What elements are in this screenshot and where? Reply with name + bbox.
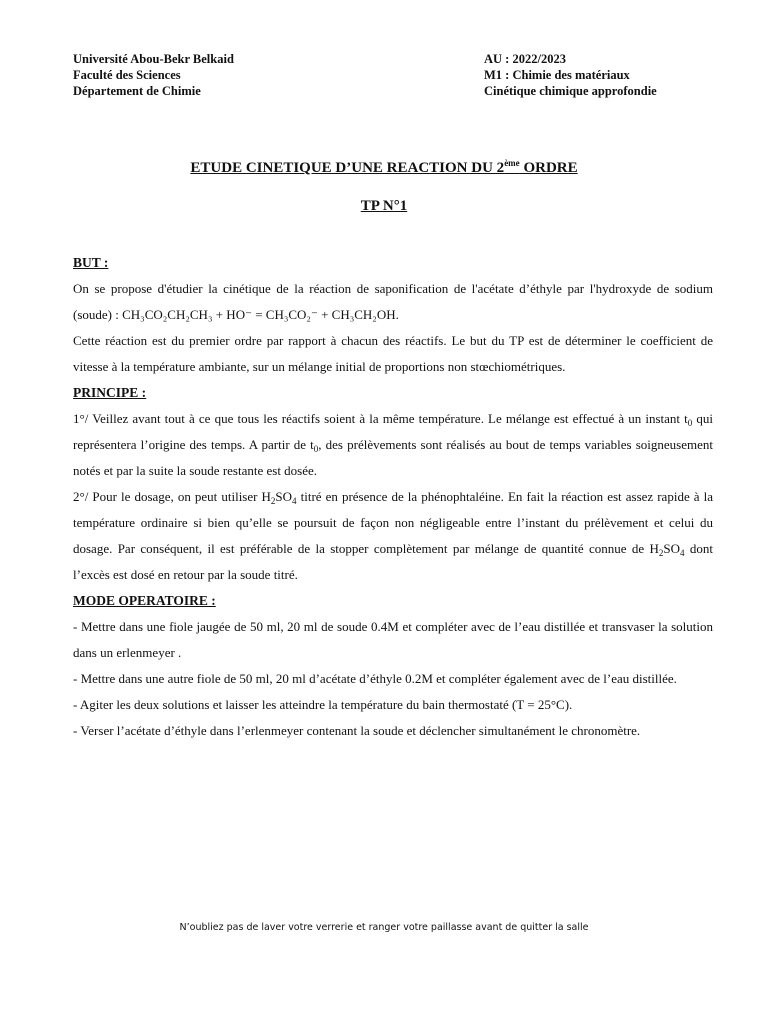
tp-number: TP N°1 <box>360 198 408 214</box>
section-heading-mode-operatoire: MODE OPERATOIRE : <box>73 593 216 608</box>
but-paragraph-1: On se propose d'étudier la cinétique de la réaction de saponification de l'acétate d’éthyle par l'hydroxyde de sodium (soude) : CH₃CO₂CH₂CH₃ + HO⁻ = CH₃CO₂⁻ + CH₃CH₂OH. <box>73 281 713 322</box>
principe-paragraph-1: 1°/ Veillez avant tout à ce que tous les réactifs soient à la même température. Le mélange est effectué à un instant $t_0$ qui représentera l’origine des temps. A partir de $t_0$, des prélèvements sont réalisés au bout de temps variables soigneusement notés et par la suite la soude restante est dosée. <box>73 411 713 478</box>
document-body <box>73 250 713 744</box>
section-heading-but: BUT : <box>73 255 109 270</box>
faculty-name: Faculté des Sciences <box>73 68 181 82</box>
reaction-equation: CH₃CO₂CH₂CH₃ + HO⁻ = CH₃CO₂⁻ + CH₃CH₂OH. <box>122 307 399 322</box>
header-institution <box>73 51 234 99</box>
mode-step: - Agiter les deux solutions et laisser les atteindre la température du bain thermostaté (T = 25°C). <box>73 697 573 712</box>
academic-year: AU : 2022/2023 <box>484 52 566 66</box>
title-superscript: ème <box>504 158 520 168</box>
mode-step: - Mettre dans une fiole jaugée de 50 ml, 20 ml de soude 0.4M et compléter avec de l’eau distillée et transvaser la solution dans un erlenmeyer . <box>73 619 713 660</box>
mode-step: - Mettre dans une autre fiole de 50 ml, 20 ml d’acétate d’éthyle 0.2M et compléter également avec de l’eau distillée. <box>73 671 677 686</box>
header-course <box>484 51 657 99</box>
document-title <box>0 160 768 177</box>
title-text: ETUDE CINETIQUE D’UNE REACTION DU 2 <box>190 160 505 176</box>
mode-step: - Verser l’acétate d’éthyle dans l’erlenmeyer contenant la soude et déclencher simultanément le chronomètre. <box>73 723 641 738</box>
principe-paragraph-2: 2°/ Pour le dosage, on peut utiliser $H_2SO_4$ titré en présence de la phénophtaléine. En fait la réaction est assez rapide à la température ordinaire si bien qu’elle se poursuit de façon non négligeable entre l’instant du prélèvement et celui du dosage. Par conséquent, il est préférable de la stopper complètement par mélange de quantité connue de $H_2SO_4$ dont l’excès est dosé en retour par la soude titré. <box>73 489 713 582</box>
department-name: Département de Chimie <box>73 84 201 98</box>
section-heading-principe: PRINCIPE : <box>73 385 147 400</box>
footer-note: N’oubliez pas de laver votre verrerie et ranger votre paillasse avant de quitter la salle <box>179 922 589 933</box>
title-text-end: ORDRE <box>519 160 578 176</box>
program-name: M1 : Chimie des matériaux <box>484 68 630 82</box>
but-paragraph-2: Cette réaction est du premier ordre par rapport à chacun des réactifs. Le but du TP est de déterminer le coefficient de vitesse à la température ambiante, sur un mélange initial de proportions non stœchiométriques. <box>73 333 713 374</box>
course-name: Cinétique chimique approfondie <box>484 84 657 98</box>
university-name: Université Abou-Bekr Belkaid <box>73 52 234 66</box>
